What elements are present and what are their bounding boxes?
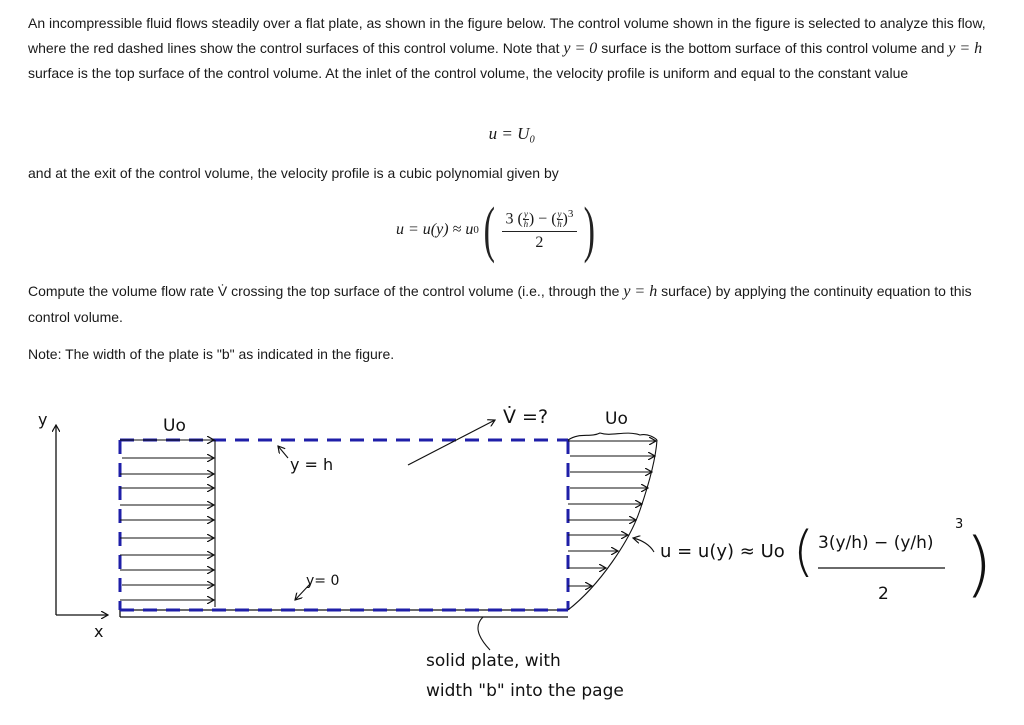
equation-lhs-subscript: 0 — [473, 224, 479, 236]
flow-rate-callout — [408, 406, 548, 465]
exit-profile-right-paren: ) — [965, 523, 993, 605]
coefficient: 3 — [505, 210, 514, 228]
exit-velocity-profile — [568, 433, 657, 610]
exit-profile-callout — [633, 517, 992, 605]
intro-paragraph — [28, 11, 1003, 86]
exit-profile-numerator: 3(y/h) − (y/h) — [818, 533, 934, 553]
bottom-surface-label: y= 0 — [306, 573, 340, 589]
intro-text-a: An incompressible fluid flows steadily over a flat plate, as shown in the figure below. The control volume shown in the figure is selected to analyze this flow, where the red dashed lines show the control surfaces of this control volume. Note that — [28, 15, 986, 56]
x-axis-label: x — [94, 622, 104, 641]
exit-velocity-equation — [396, 196, 600, 264]
intro-text-c: surface is the top surface of the control volume. At the inlet of the control volume, the velocity profile is uniform and equal to the constant value — [28, 65, 909, 81]
cubic-denominator: 2 — [535, 234, 544, 252]
control-volume-figure — [0, 395, 1024, 725]
inlet-velocity-profile — [120, 440, 215, 607]
exit-profile-left-paren: ( — [793, 520, 815, 583]
inlet-velocity-equation: u = U₀ — [488, 124, 536, 143]
exit-profile-denominator: 2 — [878, 584, 889, 604]
minus-sign: − — [538, 210, 548, 228]
top-surface-callout — [278, 446, 333, 474]
exponent: 3 — [567, 207, 574, 220]
top-surface-label: y = h — [290, 455, 334, 474]
exit-profile-paragraph: and at the exit of the control volume, the velocity profile is a cubic polynomial given by — [28, 165, 559, 181]
y-over-h-2: $\frac{y}{h}$ — [557, 209, 562, 230]
task-paragraph — [28, 279, 1003, 329]
y-axis-label: y — [38, 410, 48, 429]
width-note: Note: The width of the plate is "b" as indicated in the figure. — [28, 346, 395, 362]
left-paren: ( — [483, 196, 495, 264]
equation-lhs: u = u(y) ≈ u — [396, 221, 474, 238]
intro-text-b: surface is the bottom surface of this control volume and — [597, 39, 949, 56]
exit-profile-equation: u = u(y) ≈ Uo — [660, 541, 785, 562]
math-y-equals-0: y = 0 — [563, 39, 598, 57]
inlet-velocity-label: Uo — [163, 416, 186, 436]
y-over-h-1: $\frac{y}{h}$ — [523, 209, 529, 230]
math-y-equals-h: y = h — [948, 39, 983, 57]
task-text-c: surface) by applying the continuity equation to this control volume. — [28, 283, 972, 325]
cubic-fraction — [502, 208, 578, 252]
flow-rate-label: V̇ =? — [503, 406, 549, 428]
coordinate-axes — [38, 410, 108, 641]
plate-note-line2: width "b" into the page — [426, 681, 624, 701]
exit-velocity-label: Uo — [605, 409, 628, 429]
task-text-a: Compute the volume flow rate — [28, 283, 218, 299]
plate-note-line1: solid plate, with — [426, 651, 561, 671]
task-text-b: crossing the top surface of the control volume (i.e., through the — [227, 283, 624, 299]
volume-flow-symbol: V̇ — [217, 283, 228, 299]
plate-note-callout — [426, 617, 624, 701]
bottom-surface-callout — [295, 573, 339, 600]
exit-profile-exponent: 3 — [955, 517, 964, 532]
right-paren: ) — [583, 196, 596, 264]
cubic-numerator: 3 ( $\frac{y}{h}$ ) − ( $\frac{y}{h}$ )$^3$ — [502, 208, 578, 232]
math-y-equals-h-2: y = h — [623, 283, 658, 300]
